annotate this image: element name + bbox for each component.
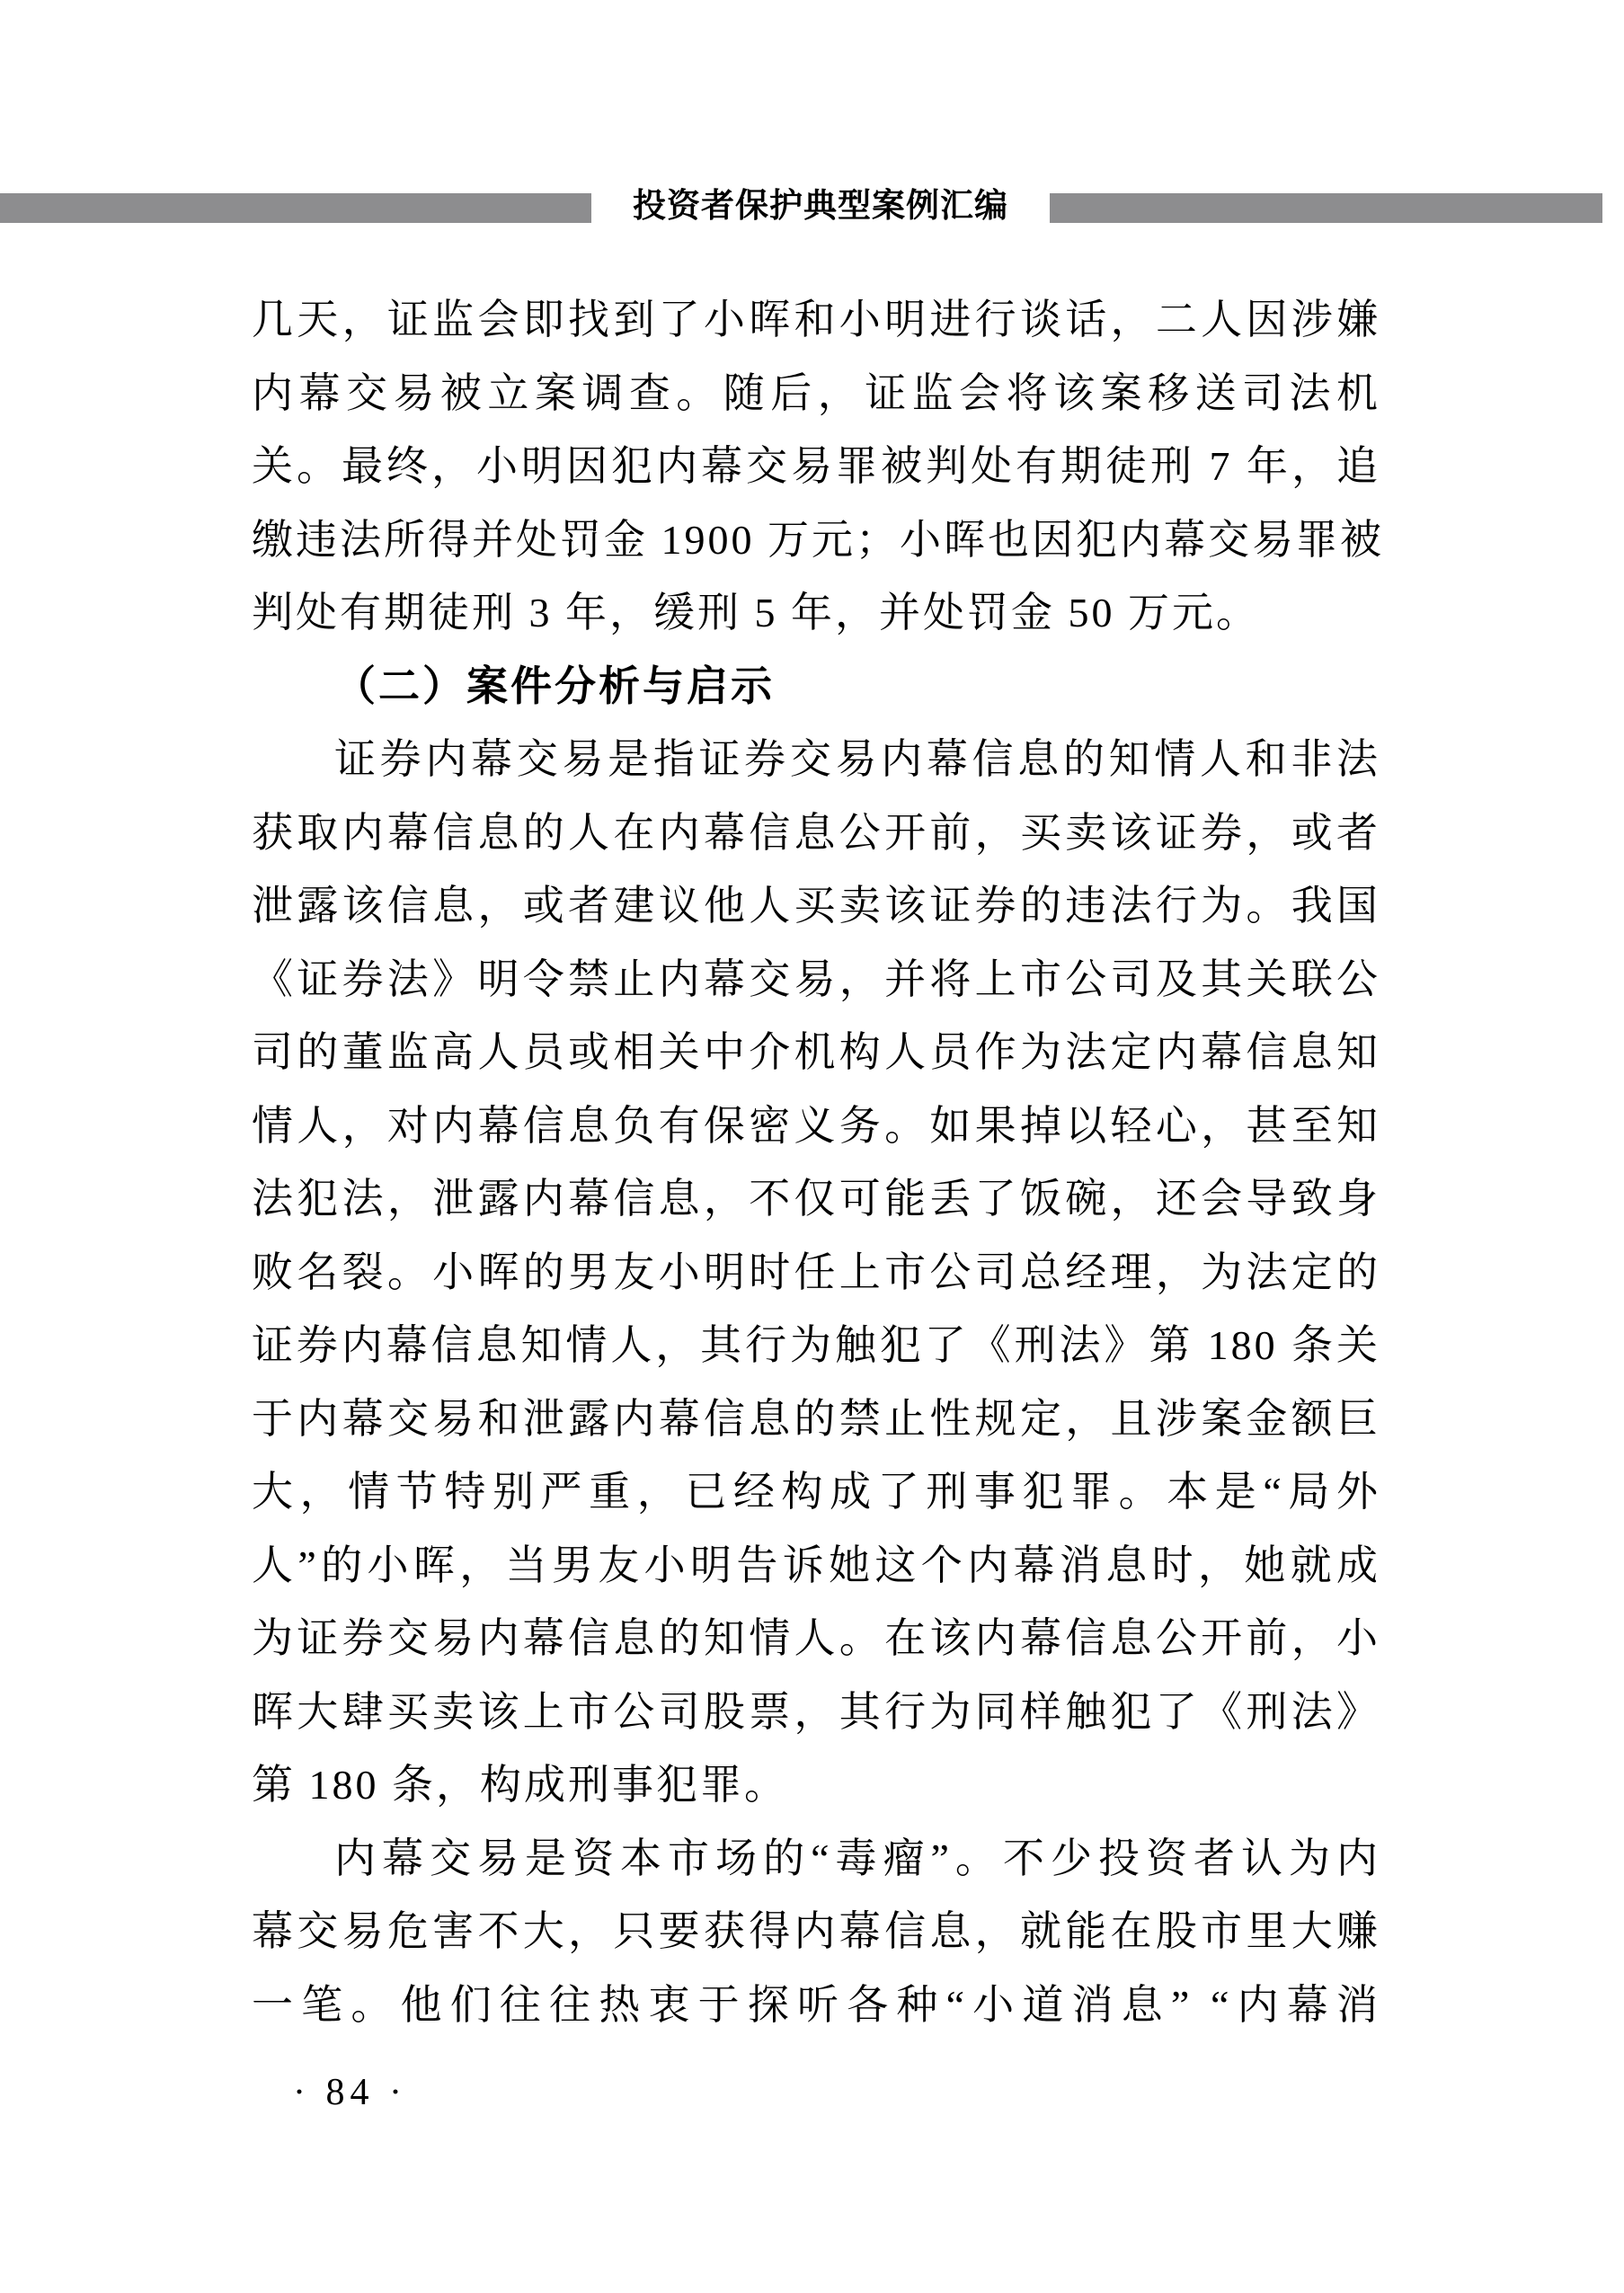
body-line: 大，情节特别严重，已经构成了刑事犯罪。本是“局外 [252,1469,1380,1515]
body-line: 《证券法》明令禁止内幕交易，并将上市公司及其关联公 [252,955,1380,1002]
body-line: 泄露该信息，或者建议他人买卖该证券的违法行为。我国 [252,883,1380,929]
body-line: 证券内幕信息知情人，其行为触犯了《刑法》第 180 条关 [252,1322,1380,1368]
body-line: 几天，证监会即找到了小晖和小明进行谈话，二人因涉嫌 [252,297,1380,342]
running-header-title: 投资者保护典型案例汇编 [633,187,1008,224]
header-rule-left [0,193,591,223]
body-line: 幕交易危害不大，只要获得内幕信息，就能在股市里大赚 [252,1908,1380,1954]
body-text [252,283,1384,2041]
body-line: 一笔。他们往往热衷于探听各种“小道消息” “内幕消 [252,1981,1380,2028]
body-line: 证券内幕交易是指证券交易内幕信息的知情人和非法 [334,736,1380,782]
body-line: 第 180 条，构成刑事犯罪。 [252,1762,788,1808]
body-line: 人”的小晖，当男友小明告诉她这个内幕消息时，她就成 [252,1542,1380,1588]
body-line: 败名裂。小晖的男友小明时任上市公司总经理，为法定的 [252,1249,1380,1295]
body-line: 获取内幕信息的人在内幕信息公开前，买卖该证券，或者 [252,809,1380,856]
header-rule-right [1050,193,1602,223]
body-line: 为证券交易内幕信息的知情人。在该内幕信息公开前，小 [252,1615,1380,1661]
body-line: 晖大肆买卖该上市公司股票，其行为同样触犯了《刑法》 [252,1688,1380,1735]
body-line: 情人，对内幕信息负有保密义务。如果掉以轻心，甚至知 [252,1102,1380,1149]
page-number: · 84 · [293,2072,407,2113]
body-line: 法犯法，泄露内幕信息，不仅可能丢了饭碗，还会导致身 [252,1176,1380,1222]
body-line: 内幕交易被立案调查。随后，证监会将该案移送司法机 [252,369,1380,416]
body-line: 缴违法所得并处罚金 1900 万元；小晖也因犯内幕交易罪被 [252,516,1384,563]
section-heading: （二）案件分析与启示 [334,662,775,709]
body-line: 于内幕交易和泄露内幕信息的禁止性规定，且涉案金额巨 [252,1395,1380,1442]
body-line: 司的董监高人员或相关中介机构人员作为法定内幕信息知 [252,1029,1380,1075]
body-line: 判处有期徒刑 3 年，缓刑 5 年，并处罚金 50 万元。 [252,590,1260,635]
body-line: 内幕交易是资本市场的“毒瘤”。不少投资者认为内 [334,1835,1380,1881]
body-line: 关。最终，小明因犯内幕交易罪被判处有期徒刑 7 年，追 [252,443,1380,489]
